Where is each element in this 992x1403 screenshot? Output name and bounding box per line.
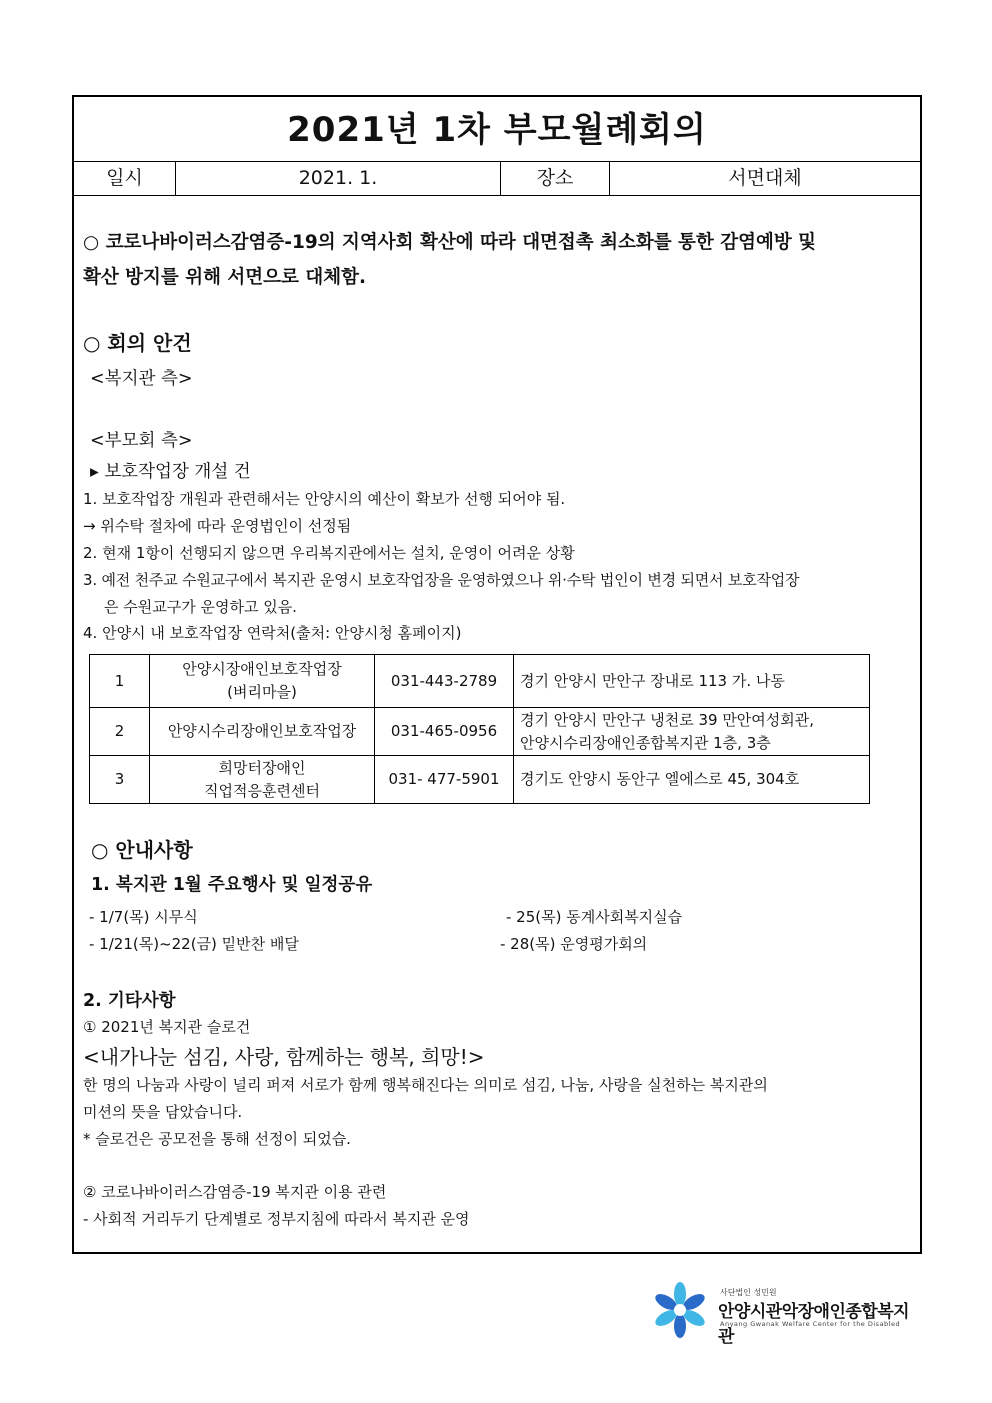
organization-logo (648, 1280, 918, 1347)
workplace-name (150, 756, 375, 804)
slogan-description: 미션의 뜻을 담았습니다. (83, 1103, 243, 1121)
logo-small-text: 사단법인 성민원 (720, 1288, 777, 1297)
agenda-line: 4. 안양시 내 보호작업장 연락처(출처: 안양시청 홈페이지) (83, 624, 462, 642)
address-line: 경기 안양시 만안구 냉천로 39 만안여성회관, (520, 710, 815, 729)
slogan-label: ① 2021년 복지관 슬로건 (83, 1018, 251, 1036)
workplace-name-line: 안양시장애인보호작업장 (182, 660, 342, 678)
address-line: 안양시수리장애인종합복지관 1층, 3층 (520, 733, 771, 752)
phone-number: 031- 477-5901 (375, 756, 514, 804)
notice-heading: ○ 안내사항 (91, 838, 193, 862)
slogan-note: * 슬로건은 공모전을 통해 선정이 되었습. (83, 1130, 351, 1148)
agenda-line: 1. 보호작업장 개원과 관련해서는 안양시의 예산이 확보가 선행 되어야 됨. (83, 490, 566, 508)
phone-number: 031-465-0956 (375, 708, 514, 756)
agenda-line: 은 수원교구가 운영하고 있음. (104, 598, 297, 616)
event-item: - 25(목) 동계사회복지실습 (506, 908, 683, 926)
workplace-name-line: 희망터장애인 (218, 758, 306, 777)
agenda-line: 2. 현재 1항이 선행되지 않으면 우리복지관에서는 설치, 운영이 어려운 상황 (83, 544, 575, 562)
agenda-line: → 위수탁 절차에 따라 운영법인이 선정됨 (83, 517, 352, 535)
slogan-text: <내가나눈 섬김, 사랑, 함께하는 행복, 희망!> (83, 1045, 485, 1069)
row-number: 3 (90, 756, 150, 804)
address (514, 708, 870, 756)
workplace-name-line: (벼리마을) (227, 683, 297, 701)
logo-emblem-icon (648, 1280, 712, 1340)
logo-name: 안양시관악장애인종합복지관 (718, 1302, 910, 1347)
agenda-item-title: ▸ 보호작업장 개설 건 (90, 462, 251, 482)
contacts-table (89, 654, 870, 804)
event-item: - 28(목) 운영평가회의 (500, 935, 648, 953)
phone-number: 031-443-2789 (375, 655, 514, 708)
logo-english-name: Anyang Gwanak Welfare Center for the Disabled (720, 1320, 901, 1328)
table-row (90, 756, 870, 804)
workplace-name-line: 직업적응훈련센터 (204, 781, 320, 800)
place-label: 장소 (501, 161, 610, 195)
date-label: 일시 (74, 161, 176, 195)
welfare-side-label: <복지관 측> (90, 369, 193, 389)
address-line: 경기 안양시 만안구 장내로 113 가. 나동 (520, 671, 785, 690)
agenda-heading: ○ 회의 안건 (83, 331, 192, 355)
address (514, 655, 870, 708)
date-value: 2021. 1. (176, 161, 501, 195)
workplace-name-line: 안양시수리장애인보호작업장 (167, 722, 357, 740)
covid-label: ② 코로나바이러스감염증-19 복지관 이용 관련 (83, 1183, 387, 1201)
covid-description: - 사회적 거리두기 단계별로 정부지침에 따라서 복지관 운영 (83, 1210, 470, 1228)
table-row (90, 655, 870, 708)
workplace-name (150, 655, 375, 708)
event-item: - 1/7(목) 시무식 (89, 908, 198, 926)
document-frame (72, 95, 922, 1254)
place-value: 서면대체 (728, 167, 802, 189)
slogan-description: 한 명의 나눔과 사랑이 널리 퍼져 서로가 함께 행복해진다는 의미로 섬김, 나눔, 사랑을 실천하는 복지관의 (83, 1076, 768, 1094)
intro-line-1: ○ 코로나바이러스감염증-19의 지역사회 확산에 따라 대면접촉 최소화를 통한 감염예방 및 (83, 232, 817, 253)
meeting-info-row (74, 161, 920, 196)
notice-sub-1: 1. 복지관 1월 주요행사 및 일정공유 (91, 875, 373, 895)
parent-side-label: <부모회 측> (90, 431, 193, 451)
agenda-line: 3. 예전 천주교 수원교구에서 복지관 운영시 보호작업장을 운영하였으나 위·수탁 법인이 변경 되면서 보호작업장 (83, 571, 800, 589)
event-item: - 1/21(목)~22(금) 밑반찬 배달 (89, 935, 299, 953)
address (514, 756, 870, 804)
row-number: 1 (90, 655, 150, 708)
page-title: 2021년 1차 부모월례회의 (74, 97, 920, 162)
table-row (90, 708, 870, 756)
notice-sub-2: 2. 기타사항 (83, 991, 176, 1011)
intro-line-2: 확산 방지를 위해 서면으로 대체함. (83, 267, 366, 288)
address-line: 경기도 안양시 동안구 엘에스로 45, 304호 (520, 770, 800, 788)
row-number: 2 (90, 708, 150, 756)
workplace-name (150, 708, 375, 756)
